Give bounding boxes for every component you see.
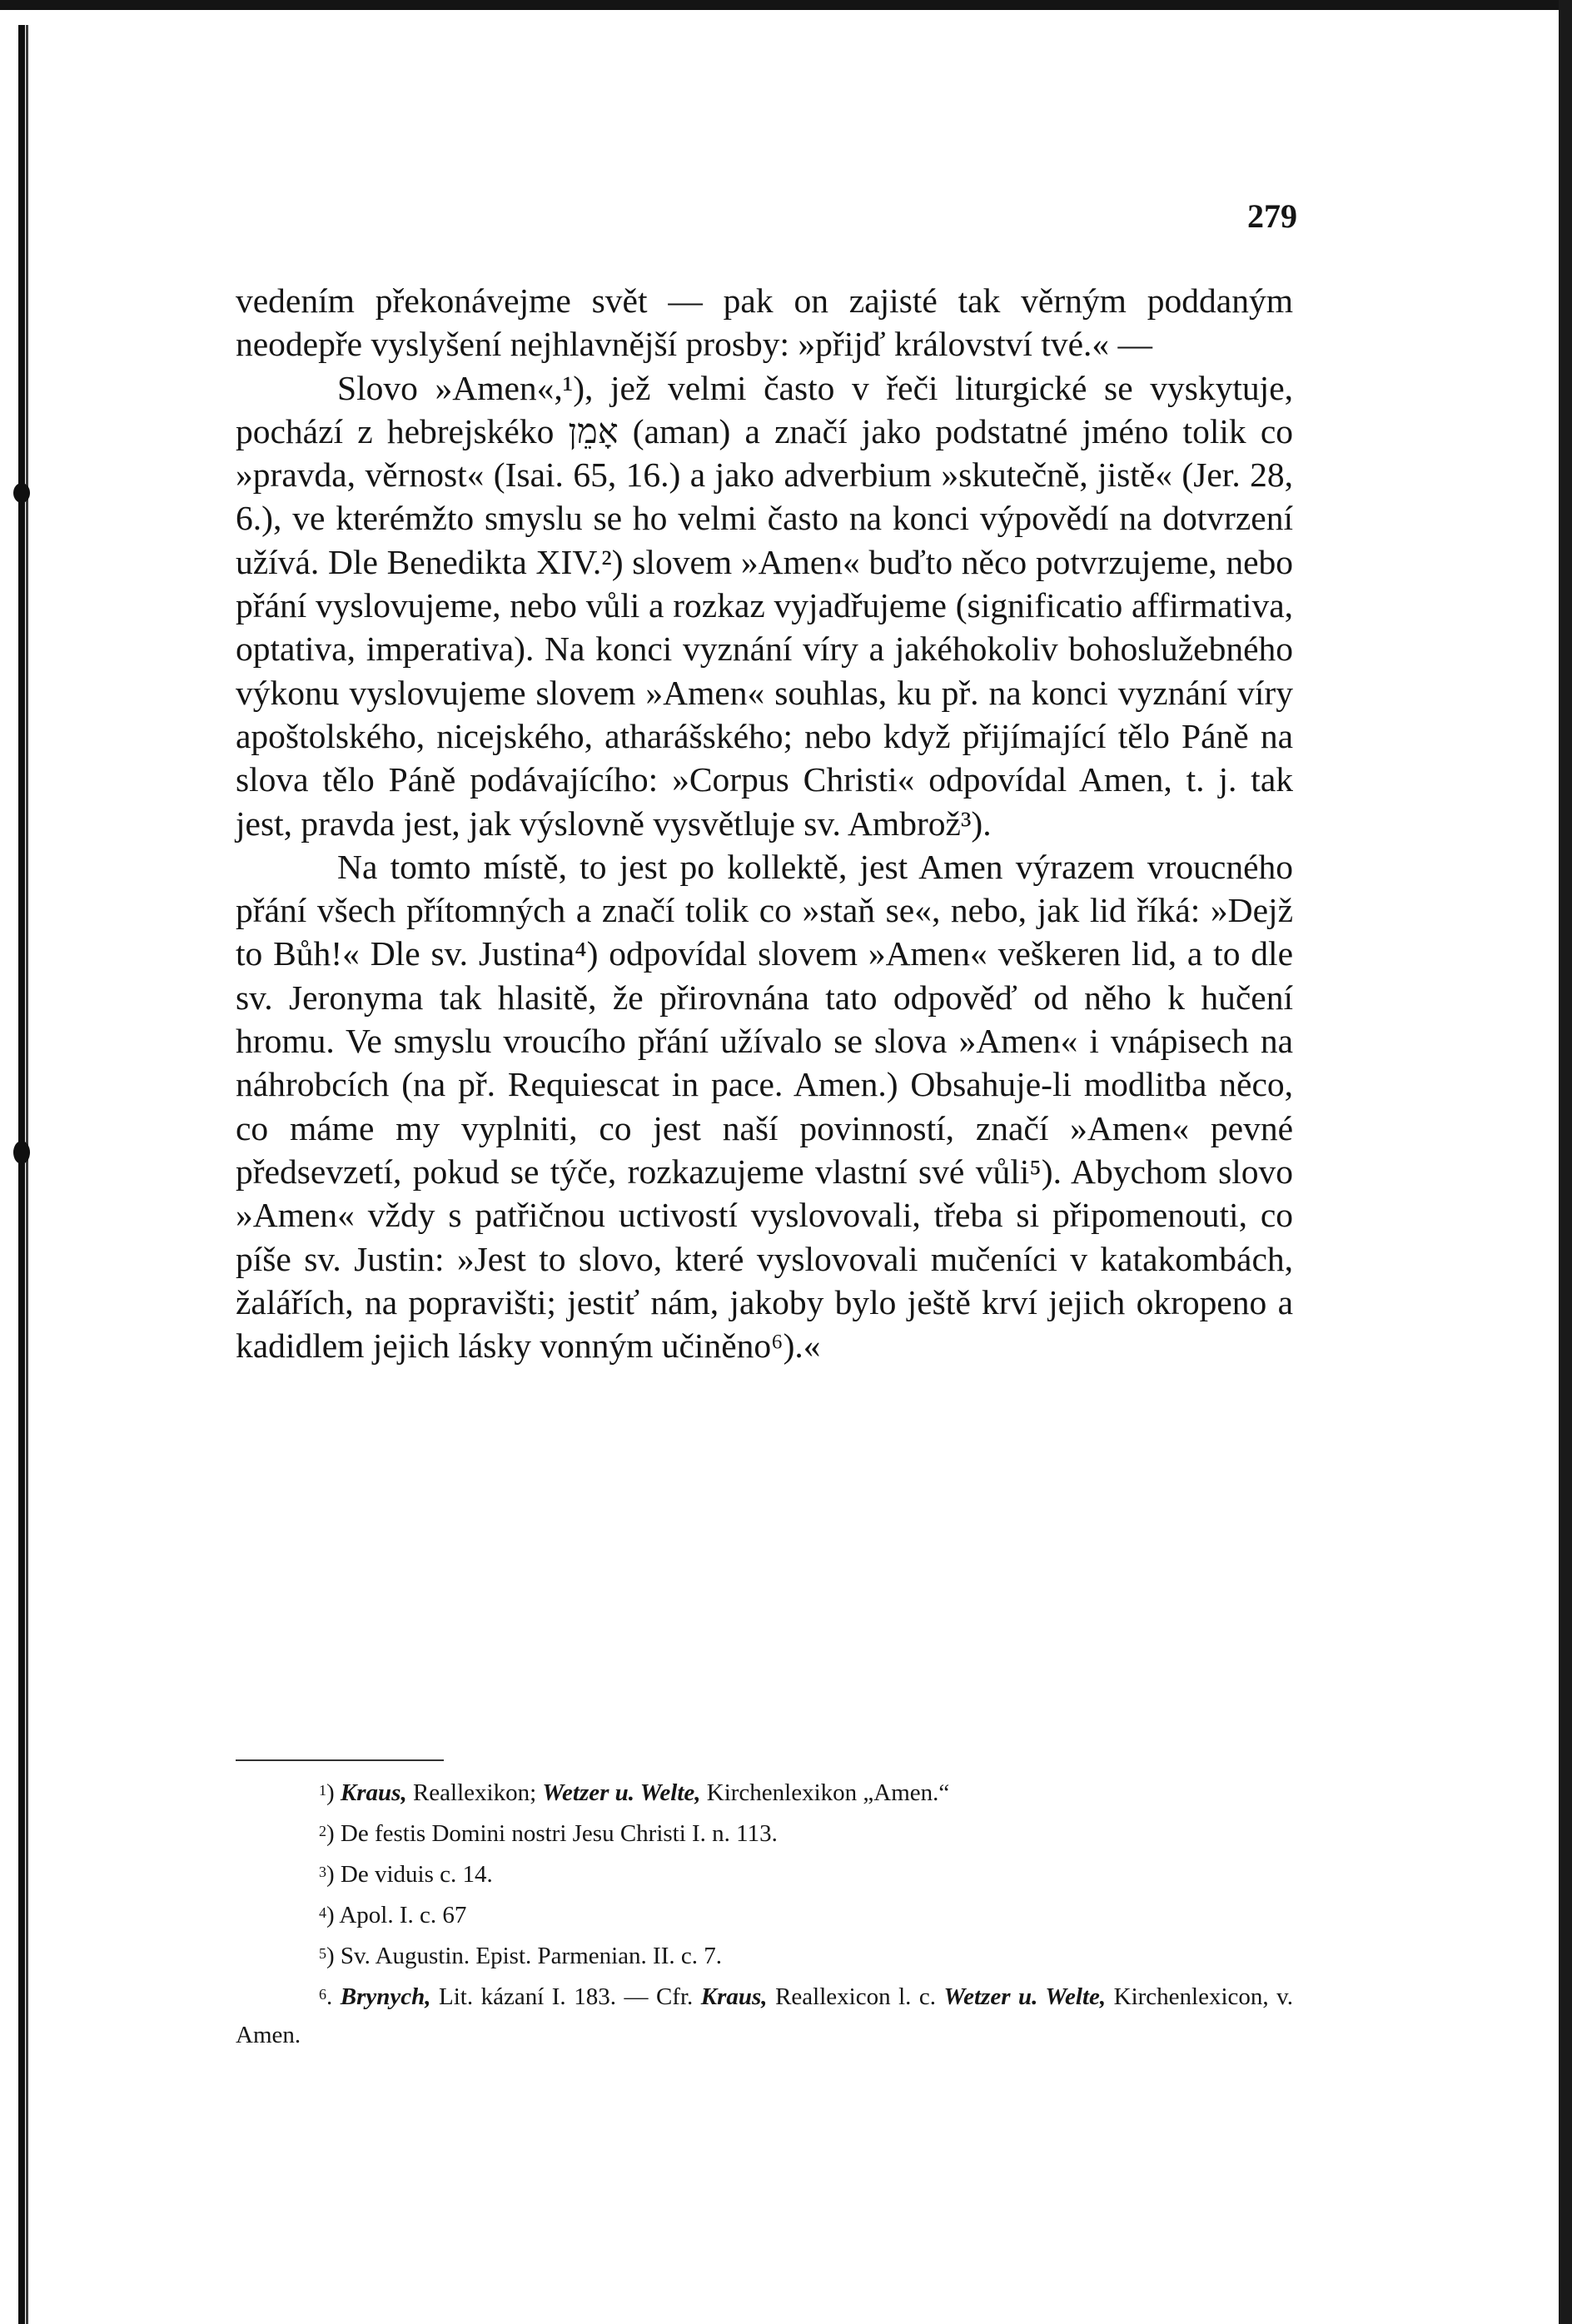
paragraph: Slovo »Amen«,¹), jež velmi často v řeči liturgické se vyskytuje, pochází z hebrejskéko אָמֵן (aman) a značí jako podstatné jméno tolik co »pravda, věrnost« (Isai. 65, 16.) a jako adverbium »skutečně, jistě« (Jer. 28, 6.), ve kterémžto smyslu se ho velmi často na konci výpovědí na dotvrzení užívá. Dle Benedikta XIV.²) slovem »Amen« buďto něco potvrzujeme, nebo přání vyslovujeme, nebo vůli a rozkaz vyjadřujeme (significatio affirmativa, optativa, imperativa). Na konci vyznání víry a jakéhokoliv bohoslužebného výkonu vyslovujeme slovem »Amen« souhlas, ku př. na konci vyznání víry apoštolského, nicejského, atharášského; nebo když přijímající tělo Páně na slova tělo Páně podávajícího: »Corpus Christi« odpovídal Amen, t. j. tak jest, pravda jest, jak výslovně vysvětluje sv. Ambrož³). (236, 368, 1293, 843)
page-number: 279 (1247, 197, 1297, 235)
footnote-number: 6 (319, 1986, 326, 2003)
scan-binding-shadow (26, 25, 28, 2324)
paragraph: Na tomto místě, to jest po kollektě, jest Amen výrazem vroucného přání všech přítomných a značí tolik co »staň se«, nebo, jak lid říká: »Dejž to Bůh!« Dle sv. Justina⁴) odpovídal slovem »Amen« veškeren lid, a to dle sv. Jeronyma tak hlasitě, že přirovnána tato odpověď od něho k hučení hromu. Ve smyslu vroucího přání užívalo se slova »Amen« i vnápisech na náhrobcích (na př. Requiescat in pace. Amen.) Obsahuje-li modlitba něco, co máme my vyplniti, co jest naší povinností, značí »Amen« pevné předsevzetí, pokud se týče, rozkazujeme vlastní své vůli⁵). Abychom slovo »Amen« vždy s patřičnou uctivostí vyslovovali, třeba si připomenouti, co píše sv. Justin: »Jest to slovo, které vyslovovali mučeníci v katakombách, žalářích, na popravišti; jestiť nám, jakoby bylo ještě krví jejich okropeno a kadidlem jejich lásky vonným učiněno⁶).« (236, 847, 1293, 1366)
footnote-separator (236, 1759, 444, 1761)
footnote-text: Sv. Augustin. Epist. Parmenian. II. c. 7. (340, 1943, 722, 1969)
binding-mark (13, 483, 30, 503)
footnote-number: 5 (319, 1945, 326, 1962)
footnote-number: 1 (319, 1782, 326, 1799)
footnote-text: Lit. kázaní I. 183. — Cfr. (430, 1983, 701, 2010)
footnote: $^4$) Apol. I. c. 67 (319, 1902, 467, 1928)
paragraph: vedením překonávejme svět — pak on zajisté tak věrným poddaným neodepře vyslyšení nejhlavnější prosby: »přijď království tvé.« — (236, 281, 1293, 364)
footnote: $^2$) De festis Domini nostri Jesu Christi I. n. 113. (319, 1820, 778, 1847)
footnote: $^3$) De viduis c. 14. (319, 1861, 493, 1888)
main-text (236, 279, 1293, 1367)
scan-top-edge (0, 0, 1572, 10)
footnotes (236, 1771, 1293, 2054)
footnote-text: Reallexicon l. c. (767, 1983, 944, 2010)
footnote-text: Kirchenlexikon „Amen.“ (700, 1779, 950, 1806)
footnote-text: Apol. I. c. 67 (339, 1902, 467, 1928)
footnote-author: Brynych, (340, 1983, 431, 2010)
footnote-author: Wetzer u. Welte, (943, 1983, 1107, 2010)
binding-mark (13, 1141, 30, 1164)
footnote-author: Wetzer u. Welte, (542, 1779, 701, 1806)
footnote: $^1$) Kraus, Reallexikon; Wetzer u. Welte, Kirchenlexikon „Amen.“ (319, 1779, 950, 1806)
footnote-author: Kraus, (340, 1779, 407, 1806)
footnote: $^5$) Sv. Augustin. Epist. Parmenian. II. c. 7. (319, 1943, 722, 1969)
footnote-number: 2 (319, 1823, 326, 1839)
footnote: $^6$. Brynych, Lit. kázaní I. 183. — Cfr. Kraus, Reallexicon l. c. Wetzer u. Welte, Kirchenlexicon, v. Amen. (236, 1983, 1294, 2048)
scan-right-edge (1559, 0, 1572, 2324)
footnote-text: Kirchenlexicon, v. Amen. (236, 1983, 1294, 2048)
footnote-text: De viduis c. 14. (340, 1861, 493, 1888)
footnote-author: Kraus, (700, 1983, 768, 2010)
footnote-text: Reallexikon; (406, 1779, 543, 1806)
scan-binding-edge (18, 25, 25, 2324)
footnote-number: 4 (319, 1904, 326, 1921)
footnote-number: 3 (319, 1864, 326, 1880)
footnote-text: De festis Domini nostri Jesu Christi I. n. 113. (340, 1820, 778, 1847)
